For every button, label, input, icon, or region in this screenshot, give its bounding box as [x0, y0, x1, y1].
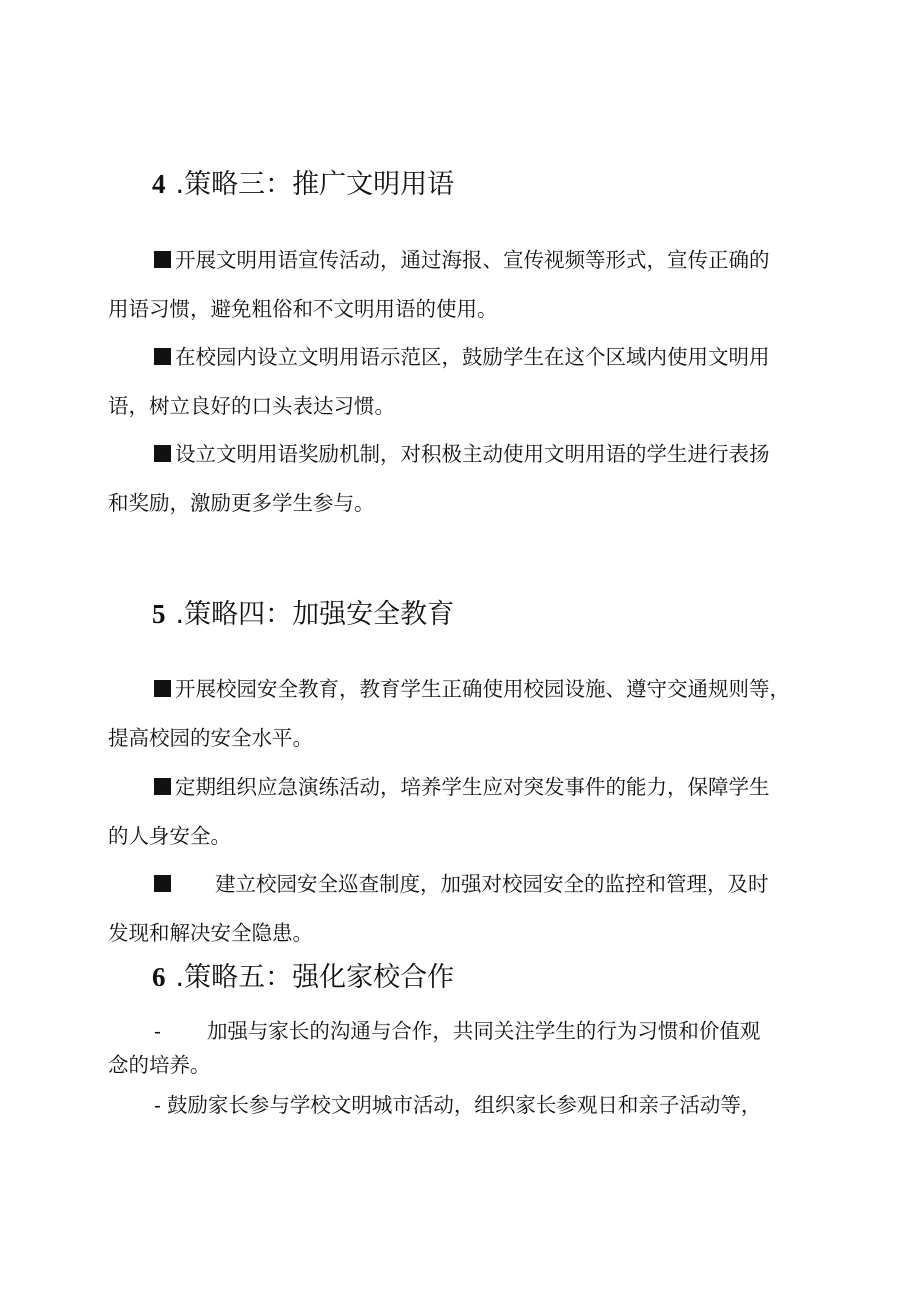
section-number: 6	[152, 962, 166, 992]
paragraph: 开展文明用语宣传活动，通过海报、宣传视频等形式，宣传正确的 用语习惯，避免粗俗和不文明用语的使用。	[108, 248, 770, 321]
paragraph: 开展校园安全教育，教育学生正确使用校园设施、遵守交通规则等， 提高校园的安全水平。	[108, 677, 790, 750]
section-title: .策略四：加强安全教育	[175, 599, 455, 630]
section-number: 5	[152, 599, 166, 629]
square-bullet-icon	[154, 680, 171, 697]
paragraph: 定期组织应急演练活动，培养学生应对突发事件的能力，保障学生 的人身安全。	[108, 775, 770, 848]
section-title: .策略五：强化家校合作	[175, 962, 455, 993]
dash-bullet: -	[154, 1019, 161, 1043]
paragraph: - 加强与家长的沟通与合作，共同关注学生的行为习惯和价值观 念的培养。	[108, 1014, 820, 1082]
paragraph: 设立文明用语奖励机制，对积极主动使用文明用语的学生进行表扬 和奖励，激励更多学生参与。	[108, 442, 770, 515]
paragraph: - 鼓励家长参与学校文明城市活动，组织家长参观日和亲子活动等，	[108, 1081, 820, 1130]
square-bullet-icon	[154, 348, 171, 365]
section-4-heading	[152, 167, 454, 202]
paragraph: 在校园内设立文明用语示范区，鼓励学生在这个区域内使用文明用 语，树立良好的口头表达习惯。	[108, 345, 770, 418]
paragraph: 建立校园安全巡查制度，加强对校园安全的监控和管理，及时 发现和解决安全隐患。	[108, 872, 769, 945]
square-bullet-icon	[154, 251, 171, 268]
square-bullet-icon	[154, 445, 171, 462]
square-bullet-icon	[154, 875, 171, 892]
dash-bullet: -	[154, 1093, 161, 1117]
square-bullet-icon	[154, 778, 171, 795]
section-6-heading	[152, 960, 454, 995]
section-title: .策略三：推广文明用语	[175, 169, 455, 200]
section-number: 4	[152, 169, 166, 199]
section-5-heading	[152, 597, 454, 632]
